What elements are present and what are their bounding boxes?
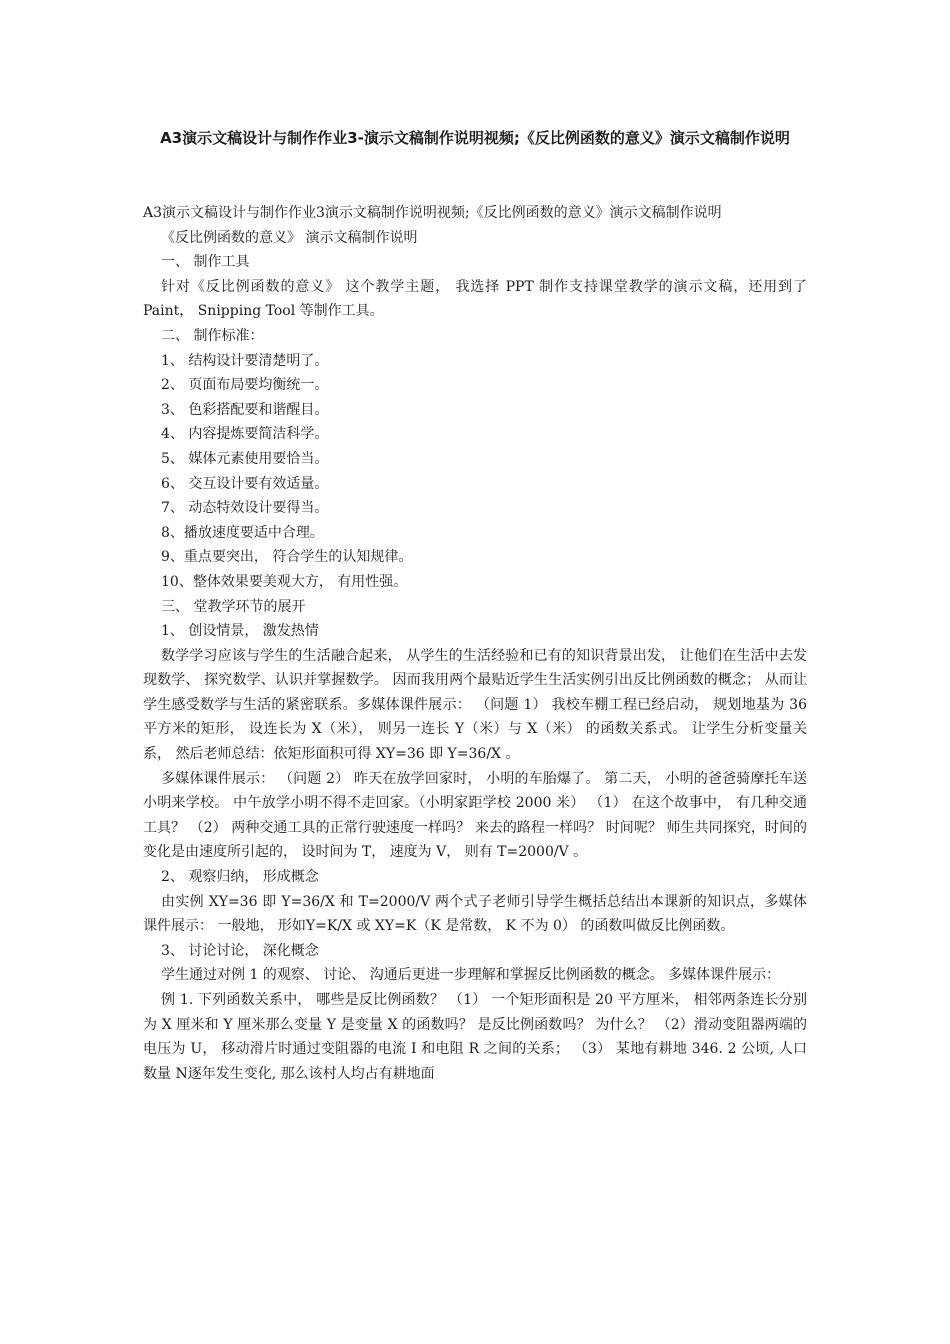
list-item: 10、整体效果要美观大方， 有用性强。 <box>161 573 408 590</box>
list-item: 8、播放速度要适中合理。 <box>161 524 324 541</box>
paragraph: 学生通过对例 1 的观察、 讨论、 沟通后更进一步理解和掌握反比例函数的概念。 多媒体课件展示： <box>161 967 781 984</box>
paragraph: 由实例 XY=36 即 Y=36/X 和 T=2000/V 两个式子老师引导学生概括总结出本课新的知识点，多媒体课件展示： 一般地， 形如Y=K/X 或 XY=K（K 是常数， K 不为 0） 的函数叫做反比例函数。 <box>143 893 807 935</box>
list-item: 9、重点要突出， 符合学生的认知规律。 <box>161 549 413 566</box>
list-item: 4、 内容提炼要简洁科学。 <box>161 426 329 443</box>
doc-subtitle: 《反比例函数的意义》 演示文稿制作说明 <box>161 229 418 246</box>
page-title: A3演示文稿设计与制作作业3-演示文稿制作说明视频;《反比例函数的意义》演示文稿制作说明 <box>160 129 790 147</box>
subsection-heading: 3、 讨论讨论， 深化概念 <box>161 942 319 959</box>
list-item: 3、 色彩搭配要和谐醒目。 <box>161 401 329 418</box>
paragraph: 例 1. 下列函数关系中， 哪些是反比例函数？ （1） 一个矩形面积是 20 平方厘米， 相邻两条连长分别为 X 厘米和 Y 厘米那么变量 Y 是变量 X 的函数吗？ 是反比例函数吗？ 为什么？ （2）滑动变阻器两端的电压为 U， 移动滑片时通过变阻器的电流 I 和电阻 R 之间的关系； （3） 某地有耕地 346. 2 公顷, 人口数量 N逐年发生变化, 那么该村人均占有耕地面 <box>143 992 807 1082</box>
list-item: 2、 页面布局要均衡统一。 <box>161 377 329 394</box>
section-heading-3: 三、 堂教学环节的展开 <box>161 598 306 615</box>
paragraph: 针对《反比例函数的意义》 这个教学主题， 我选择 PPT 制作支持课堂教学的演示文稿，还用到了 Paint， Snipping Tool 等制作工具。 <box>143 278 807 320</box>
paragraph: 多媒体课件展示： （问题 2） 昨天在放学回家时， 小明的车胎爆了。 第二天， 小明的爸爸骑摩托车送小明来学校。 中午放学小明不得不走回家。（小明家距学校 2000 米） （1） 在这个故事中， 有几种交通工具？ （2） 两种交通工具的正常行驶速度一样吗？ 来去的路程一样吗？ 时间呢？ 师生共同探究，时间的变化是由速度所引起的， 设时间为 T， 速度为 V， 则有 T=2000/V 。 <box>143 770 807 861</box>
paragraph: 数学学习应该与学生的生活融合起来， 从学生的生活经验和已有的知识背景出发， 让他们在生活中去发现数学、 探究数学、认识并掌握数学。 因而我用两个最贴近学生生活实例引出反比例函数的概念； 从而让学生感受数学与生活的紧密联系。多媒体课件展示： （问题 1） 我校车棚工程已经启动， 规划地基为 36 平方米的矩形， 设连长为 X（米）， 则另一连长 Y（米）与 X（米） 的函数关系式。 让学生分析变量关系， 然后老师总结：依矩形面积可得 XY=36 即 Y=36/X 。 <box>143 647 807 763</box>
doc-heading: A3演示文稿设计与制作作业3演示文稿制作说明视频;《反比例函数的意义》演示文稿制作说明 <box>143 205 722 221</box>
document-body <box>143 201 807 1086</box>
subsection-heading: 1、 创设情景， 激发热情 <box>161 623 319 640</box>
list-item: 7、 动态特效设计要得当。 <box>161 500 329 517</box>
section-heading-2: 二、 制作标准： <box>161 327 264 344</box>
list-item: 1、 结构设计要清楚明了。 <box>161 352 329 369</box>
section-heading-1: 一、 制作工具 <box>161 254 250 271</box>
subsection-heading: 2、 观察归纳， 形成概念 <box>161 869 319 886</box>
list-item: 5、 媒体元素使用要恰当。 <box>161 450 329 467</box>
list-item: 6、 交互设计要有效适量。 <box>161 475 329 492</box>
